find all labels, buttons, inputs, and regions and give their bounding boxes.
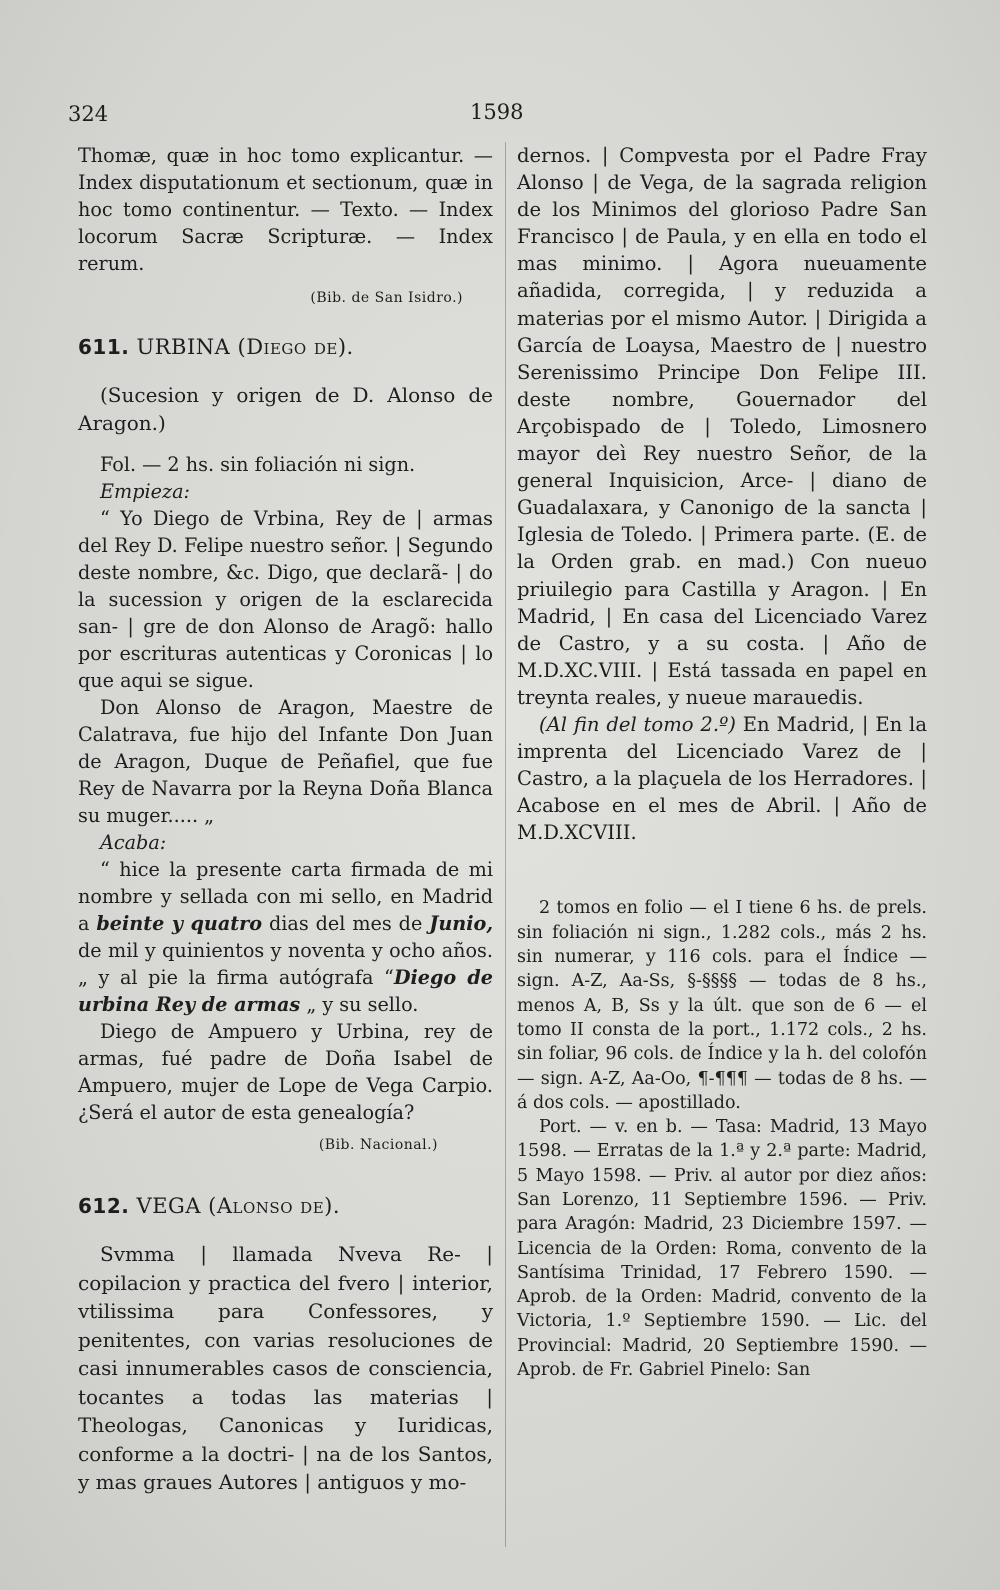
colophon bbox=[517, 711, 927, 846]
colophon-label: (Al fin del tomo 2.º) bbox=[539, 712, 736, 736]
acaba-part: „ y su sello. bbox=[306, 993, 419, 1016]
entry-heading-611 bbox=[78, 334, 493, 361]
entry-title: (Sucesion y origen de D. Alonso de Aragon.) bbox=[78, 383, 493, 435]
author-surname: VEGA bbox=[136, 1194, 201, 1218]
acaba-label: Acaba: bbox=[100, 831, 167, 854]
running-year: 1598 bbox=[470, 100, 524, 124]
page-header bbox=[0, 100, 1000, 134]
collation: 2 tomos en folio — el I tiene 6 hs. de prels. sin foliación ni sign., 1.282 cols., más 2 hs. sin numerar, y 116 cols. para el Índice — sign. A-Z, Aa-Ss, §-§§§§ — todas de 8 hs., menos A, B, Ss y la últ. que son de 6 — el tomo II consta de la port., 1.172 cols., 2 hs. sin foliar, 96 cols. de Índice y la h. del colofón — sign. A-Z, Aa-Oo, ¶-¶¶¶ — todas de 8 hs. — á dos cols. — apostillado. bbox=[517, 898, 927, 1113]
acaba-part: “ hice la presente carta firmada de mi nombre y sellada con mi sello, en Madrid a bbox=[78, 858, 493, 935]
entry-heading-612 bbox=[78, 1193, 493, 1220]
acaba-date-day: beinte y quatro bbox=[96, 912, 263, 935]
entry-title-start: Svmma | llamada Nveva Re- | copilacion y practica del fvero | interior, vtilissima para Confessores, y penitentes, con varias resoluciones de casi innumerables casos de consciencia, tocantes a todas las materias | Theologas, Canonicas y Iuridicas, conforme a la doctri- | na de los Santos, y mas graues Autores | antiguos y mo- bbox=[78, 1242, 493, 1494]
acaba-date-month: Junio, bbox=[429, 912, 494, 935]
author-surname: URBINA bbox=[136, 335, 231, 359]
empieza-label: Empieza: bbox=[100, 480, 190, 503]
acaba-part: de mil y quinientos y noventa y ocho años. „ y al pie la firma autógrafa “ bbox=[78, 939, 493, 989]
author-given-name: (Alonso de). bbox=[208, 1194, 341, 1218]
right-column bbox=[517, 142, 927, 1382]
acaba-part: dias del mes de bbox=[269, 912, 423, 935]
acaba-signature: Diego de urbina Rey de armas bbox=[78, 966, 494, 1016]
intro-text: Thomæ, quæ in hoc tomo explicantur. — Index disputationum et sectionum, quæ in hoc tomo continentur. — Texto. — Index locorum Sacræ Scripturæ. — Index rerum. bbox=[78, 144, 493, 275]
author-given-name: (Diego de). bbox=[237, 335, 354, 359]
empieza-text: “ Yo Diego de Vrbina, Rey de | armas del Rey D. Felipe nuestro señor. | Segundo deste nombre, &c. Digo, que declarã- | do la sucession y origen de la esclarecida san- | gre de don Alonso de Aragõ: hallo por escrituras autenticas y Coronicas | lo que aqui se sigue. bbox=[78, 507, 493, 692]
colophon-text: En Madrid, | En la imprenta del Licenciado Varez de | Castro, a la plaçuela de los Herradores. | Acabose en el mes de Abril. | Año de M.D.XCVIII. bbox=[517, 712, 927, 845]
location-note: (Bib. Nacional.) bbox=[318, 1137, 438, 1153]
location-note: (Bib. de San Isidro.) bbox=[310, 290, 463, 306]
don-alonso-text: Don Alonso de Aragon, Maestre de Calatrava, fue hijo del Infante Don Juan de Aragon, Duque de Peñafiel, que fue Rey de Navarra por la Reyna Doña Blanca su muger..... „ bbox=[78, 696, 493, 827]
preliminaries: Port. — v. en b. — Tasa: Madrid, 13 Mayo 1598. — Erratas de la 1.ª y 2.ª parte: Madrid, 5 Mayo 1598. — Priv. al autor por diez años: San Lorenzo, 11 Septiembre 1596. — Priv. para Aragón: Madrid, 23 Diciembre 1597. — Licencia de la Orden: Roma, convento de la Santísima Trinidad, 17 Febrero 1590. — Aprob. de la Orden: Madrid, convento de la Victoria, 1.º Septiembre 1590. — Lic. del Provincial: Madrid, 20 Septiembre 1590. — Aprob. de Fr. Gabriel Pinelo: San bbox=[517, 1117, 927, 1381]
left-column bbox=[78, 142, 493, 1497]
entry-title-continued: dernos. | Compvesta por el Padre Fray Alonso | de Vega, de la sagrada religion de los Minimos del glorioso Padre San Francisco | de Paula, y en ella en todo el mas minimo. | Agora nueuamente añadida, corregida, | y reduzida a materias por el mismo Autor. | Dirigida a García de Loaysa, Maestro de | nuestro Serenissimo Principe Don Felipe III. deste nombre, Gouernador del Arçobispado de | Toledo, Limosnero mayor deì Rey nuestro Señor, de la general Inquisicion, Arce- | diano de Guadalaxara, y Canonigo de la sancta | Iglesia de Toledo. | Primera parte. (E. de la Orden grab. en mad.) Con nueuo priuilegio para Castilla y Aragon. | En Madrid, | En casa del Licenciado Varez de Castro, y a su costa. | Año de M.D.XC.VIII. | Está tassada en papel en treynta reales, y nueue marauedis. bbox=[517, 144, 927, 709]
column-divider bbox=[505, 142, 506, 1547]
acaba-text bbox=[78, 856, 493, 1018]
page-number: 324 bbox=[68, 102, 109, 126]
entry-number: 611. bbox=[78, 335, 130, 359]
entry-number: 612. bbox=[78, 1194, 130, 1218]
collation: Fol. — 2 hs. sin foliación ni sign. bbox=[100, 453, 416, 476]
entry-note: Diego de Ampuero y Urbina, rey de armas, fué padre de Doña Isabel de Ampuero, mujer de Lope de Vega Carpio. ¿Será el autor de esta genealogía? bbox=[78, 1020, 493, 1124]
